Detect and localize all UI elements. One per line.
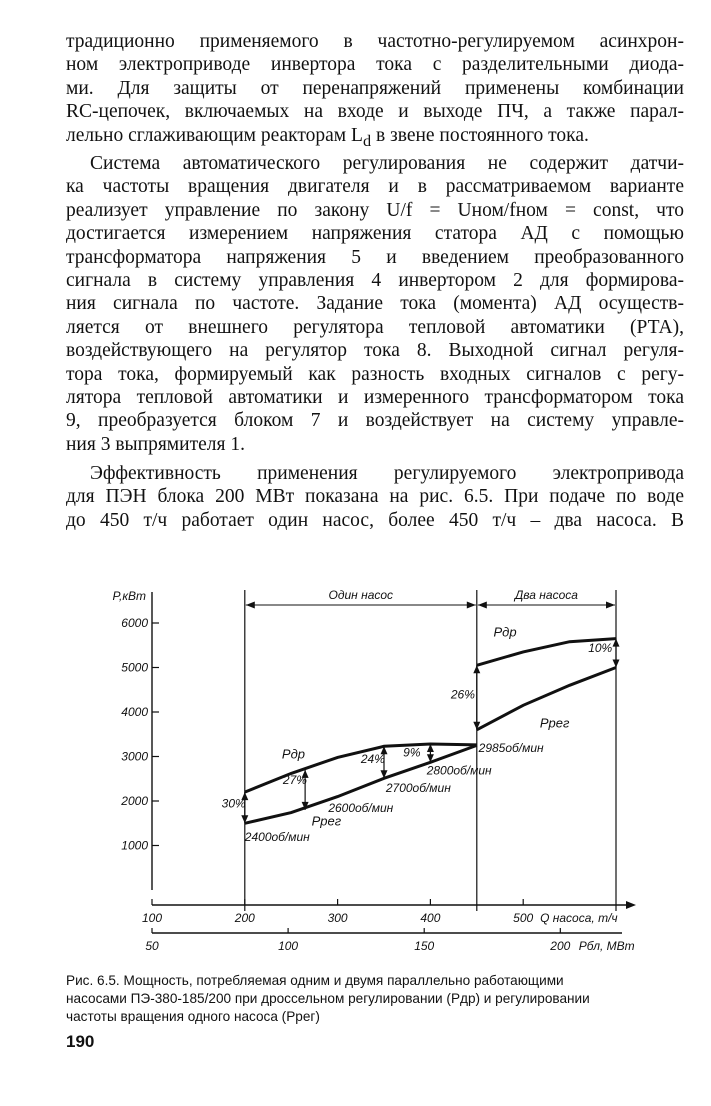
text-line: до 450 т/ч работает один насос, более 450 т/ч – два насоса. В bbox=[66, 509, 684, 531]
text-line: тора тока, формируемый как разность входных сигналов с регу- bbox=[66, 363, 684, 385]
series-label-preg-1: Pрег bbox=[311, 813, 342, 829]
annot-30pct: 30% bbox=[221, 796, 246, 811]
text-line: 9, преобразуется блоком 7 и воздействует на систему управле- bbox=[66, 410, 684, 432]
speed-label-2700: 2700об/мин bbox=[385, 781, 451, 796]
page-number: 190 bbox=[66, 1032, 95, 1051]
text-line: реализует управление по закону U/f = Uном/fном = const, что bbox=[66, 199, 684, 221]
chart-series bbox=[245, 639, 616, 824]
text-line: Система автоматического регулирования не содержит датчи- bbox=[90, 153, 684, 174]
speed-label-2400: 2400об/мин bbox=[244, 830, 310, 845]
region-arrow-head bbox=[606, 602, 615, 609]
x-tick-label: 300 bbox=[327, 911, 348, 925]
arrow-26-head bbox=[473, 665, 480, 673]
speed-label-2985: 2985об/мин bbox=[478, 741, 544, 756]
text-line: RC-цепочек, включаемых на входе и выходе ПЧ, а также парал- bbox=[66, 101, 684, 123]
figure-caption bbox=[66, 972, 686, 1026]
region-label: Один насос bbox=[328, 588, 394, 602]
annot-27pct: 27% bbox=[282, 773, 307, 788]
y-tick-label: 4000 bbox=[121, 705, 148, 719]
text-line: лятора тепловой автоматики и измеренного трансформатором тока bbox=[66, 387, 684, 409]
region-arrow-head bbox=[478, 602, 487, 609]
caption-line: Рис. 6.5. Мощность, потребляемая одним и двумя параллельно работающими bbox=[66, 973, 564, 988]
text-line: ляется от внешнего регулятора тепловой автоматики (РТА), bbox=[66, 316, 684, 338]
region-arrow-head bbox=[246, 602, 255, 609]
text-fragment: в звене постоянного тока. bbox=[375, 124, 589, 146]
x-axis-arrow bbox=[626, 901, 636, 909]
series-label-pdr-1: Pдр bbox=[281, 746, 306, 762]
x-tick-label: 200 bbox=[234, 911, 255, 925]
caption-line: насосами ПЭ-380-185/200 при дроссельном регулировании (Pдр) и регулировании bbox=[66, 991, 590, 1006]
x-tick-label: 100 bbox=[141, 911, 163, 925]
text-line: воздействующего на регулятор тока 8. Выходной сигнал регуля- bbox=[66, 340, 684, 362]
y-axis-label: P,кВт bbox=[112, 589, 146, 603]
y-tick-label: 5000 bbox=[121, 660, 148, 675]
y-tick-label: 2000 bbox=[121, 794, 148, 808]
x-tick-label: 400 bbox=[420, 911, 441, 925]
series-label-preg-2: Pрег bbox=[539, 715, 570, 731]
speed-label-2600: 2600об/мин bbox=[328, 801, 394, 816]
annot-24pct: 24% bbox=[360, 752, 385, 767]
x2-tick-label: 150 bbox=[414, 939, 435, 953]
annot-10pct: 10% bbox=[588, 640, 613, 655]
paragraph-1 bbox=[66, 30, 684, 153]
x2-tick-label: 100 bbox=[278, 939, 299, 953]
region-arrow-head bbox=[467, 602, 476, 609]
speed-label-2800: 2800об/мин bbox=[426, 763, 492, 778]
text-line: достигается измерением напряжения статора АД с помощью bbox=[66, 223, 684, 245]
text-line: сигнала в систему управления 4 инвертором 2 для формирова- bbox=[66, 270, 684, 292]
text-line: ния сигнала по частоте. Задание тока (момента) АД осуществ- bbox=[66, 293, 684, 315]
x-axis-label: Q насоса, т/ч bbox=[540, 911, 618, 925]
figure-6-5 bbox=[0, 570, 711, 970]
x2-tick-label: 200 bbox=[550, 939, 571, 953]
annot-26pct: 26% bbox=[450, 687, 475, 702]
paragraph-3 bbox=[66, 462, 684, 532]
x2-tick-label: 50 bbox=[145, 939, 159, 953]
caption-line: частоты вращения одного насоса (Pрег) bbox=[66, 1009, 320, 1024]
text-line: ка частоты вращения двигателя и в рассматриваемом варианте bbox=[66, 176, 684, 198]
annot-9pct: 9% bbox=[403, 745, 421, 760]
text-line: традиционно применяемого в частотно-регулируемом асинхрон- bbox=[66, 31, 684, 52]
text-line: трансформатора напряжения 5 и введением преобразованного bbox=[66, 246, 684, 268]
series-label-pdr-2: Pдр bbox=[493, 624, 517, 640]
subscript: d bbox=[362, 131, 372, 150]
x2-axis-label: Pбл, МВт bbox=[578, 939, 635, 953]
y-tick-label: 6000 bbox=[121, 616, 148, 630]
text-line bbox=[66, 124, 684, 153]
text-line: Эффективность применения регулируемого электропривода bbox=[90, 463, 684, 484]
arrow-10-head bbox=[613, 660, 620, 668]
text-line: ми. Для защиты от перенапряжений применены комбинации bbox=[66, 77, 684, 99]
text-line: ном электроприводе инвертора тока с разделительными диода- bbox=[66, 54, 684, 76]
text-fragment: лельно сглаживающим реакторам L bbox=[66, 124, 363, 146]
paragraph-2 bbox=[66, 152, 684, 456]
text-line: ния 3 выпрямителя 1. bbox=[66, 433, 245, 455]
y-tick-label: 3000 bbox=[121, 749, 148, 764]
y-tick-label: 1000 bbox=[121, 838, 148, 853]
region-label: Два насоса bbox=[514, 588, 578, 602]
x-tick-label: 500 bbox=[513, 911, 534, 925]
text-line: для ПЭН блока 200 МВт показана на рис. 6.5. При подаче по воде bbox=[66, 486, 684, 508]
chart-annotations bbox=[222, 624, 620, 844]
